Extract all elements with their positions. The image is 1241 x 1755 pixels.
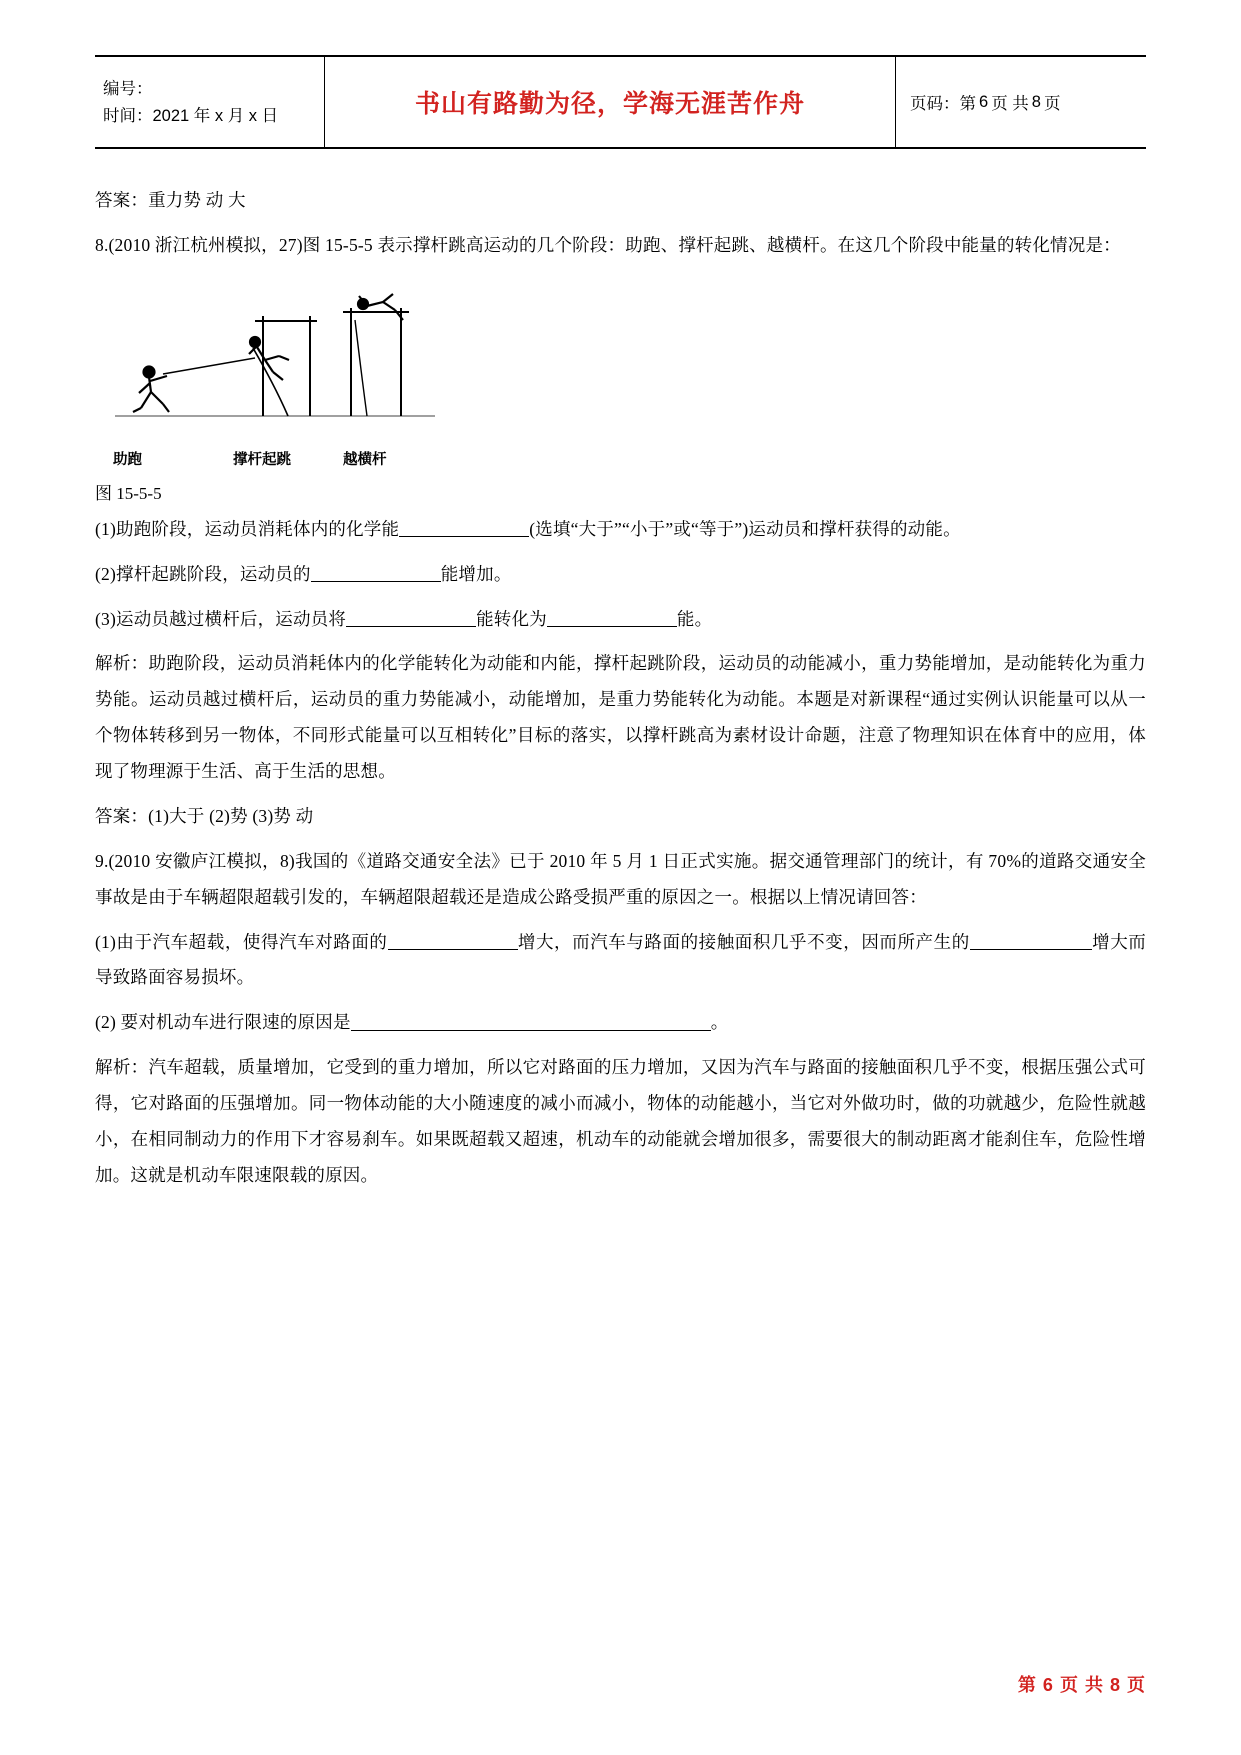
figure-pole-vault xyxy=(105,276,445,469)
q8-3-text-c: 能。 xyxy=(676,608,713,629)
q8-2-blank[interactable] xyxy=(311,564,441,583)
question-8-answer: 答案：(1)大于 (2)势 (3)势 动 xyxy=(95,805,314,826)
header-banner: 书山有路勤为径，学海无涯苦作舟 xyxy=(325,57,896,147)
question-8-item-1 xyxy=(95,512,1146,548)
question-9-item-2 xyxy=(95,1005,1146,1041)
q9-1-blank-1[interactable] xyxy=(388,932,518,951)
header-page-total: 8 xyxy=(1031,92,1041,111)
q9-2-blank[interactable] xyxy=(351,1012,711,1031)
footer-suffix: 页 xyxy=(1127,1675,1146,1695)
q8-3-blank-1[interactable] xyxy=(346,609,476,628)
header-page-current: 6 xyxy=(979,92,989,111)
q9-2-text-b: 。 xyxy=(710,1012,729,1033)
q9-1-text-c: 增大而导致路面容易损坏。 xyxy=(95,931,1146,988)
question-8-stem: 8.(2010 浙江杭州模拟，27)图 15-5-5 表示撑杆跳高运动的几个阶段：助跑、撑杆起跳、越横杆。在这几个阶段中能量的转化情况是： xyxy=(95,234,1121,255)
question-9-stem: 9.(2010 安徽庐江模拟，8)我国的《道路交通安全法》已于 2010 年 5 月 1 日正式实施。据交通管理部门的统计，有 70%的道路交通安全事故是由于车辆超限超载引发的，车辆超限超载还是造成公路受损严重的原因之一。根据以上情况请回答： xyxy=(95,850,1146,907)
question-9-item-1 xyxy=(95,925,1146,997)
figure-label-2: 越横杆 xyxy=(343,451,387,468)
footer-current: 6 xyxy=(1042,1675,1054,1695)
q9-1-text-b: 增大，而汽车与路面的接触面积几乎不变，因而所产生的 xyxy=(517,931,970,952)
q8-1-text-b: (选填“大于”“小于”或“等于”)运动员和撑杆获得的动能。 xyxy=(529,518,961,539)
footer-page-number xyxy=(1018,1671,1146,1697)
q8-1-text-a: (1)助跑阶段，运动员消耗体内的化学能 xyxy=(95,518,400,539)
answer-line-7: 答案：重力势 动 大 xyxy=(95,190,246,210)
footer-total: 8 xyxy=(1109,1675,1121,1695)
pole-line xyxy=(163,358,255,374)
q8-3-text-b: 能转化为 xyxy=(476,608,547,629)
header-page-suffix: 页 xyxy=(1043,95,1061,113)
figure-caption: 图 15-5-5 xyxy=(95,483,162,503)
q8-3-blank-2[interactable] xyxy=(547,609,677,628)
q8-2-text-b: 能增加。 xyxy=(440,563,512,584)
figure-label-1: 撑杆起跳 xyxy=(233,451,291,468)
q8-1-blank[interactable] xyxy=(399,519,529,538)
page-header xyxy=(95,55,1146,149)
pole-vault-illustration xyxy=(105,276,445,441)
header-number-label: 编号： xyxy=(103,79,153,98)
question-9-analysis: 解析：汽车超载，质量增加，它受到的重力增加，所以它对路面的压力增加，又因为汽车与路面的接触面积几乎不变，根据压强公式可得，它对路面的压强增加。同一物体动能的大小随速度的减小而减小，物体的动能越小，当它对外做功时，做的功就越少，危险性就越小，在相同制动力的作用下才容易刹车。如果既超载又超速，机动车的动能就会增加很多，需要很大的制动距离才能刹住车，危险性增加。这就是机动车限速限载的原因。 xyxy=(95,1057,1146,1185)
q9-1-text-a: (1)由于汽车超载，使得汽车对路面的 xyxy=(95,931,388,952)
question-8-analysis: 解析：助跑阶段，运动员消耗体内的化学能转化为动能和内能，撑杆起跳阶段，运动员的动能减小，重力势能增加，是动能转化为重力势能。运动员越过横杆后，运动员的重力势能减小，动能增加，是重力势能转化为动能。本题是对新课程“通过实例认识能量可以从一个物体转移到另一物体，不同形式能量可以互相转化”目标的落实，以撑杆跳高为素材设计命题，注意了物理知识在体育中的应用，体现了物理源于生活、高于生活的思想。 xyxy=(95,653,1146,781)
header-page-prefix: 第 xyxy=(959,95,976,113)
header-page-label: 页码： xyxy=(910,95,960,113)
header-page-mid: 页 共 xyxy=(991,95,1029,113)
q8-2-text-a: (2)撑杆起跳阶段，运动员的 xyxy=(95,563,311,584)
crossbar-group xyxy=(343,294,409,416)
q9-2-text-a: (2) 要对机动车进行限速的原因是 xyxy=(95,1012,351,1033)
q9-1-blank-2[interactable] xyxy=(970,932,1092,951)
header-left-cell xyxy=(95,57,325,147)
question-8-item-3 xyxy=(95,602,1146,638)
figure-stage-labels xyxy=(105,448,445,469)
header-page-indicator xyxy=(896,57,1146,147)
takeoff-group xyxy=(249,316,317,416)
footer-mid: 页 共 xyxy=(1059,1675,1104,1695)
question-8-item-2 xyxy=(95,557,1146,593)
q8-3-text-a: (3)运动员越过横杆后，运动员将 xyxy=(95,608,347,629)
footer-prefix: 第 xyxy=(1017,1675,1037,1695)
figure-label-0: 助跑 xyxy=(113,451,142,468)
header-time-label: 时间：2021 年 x 月 x 日 xyxy=(103,107,279,125)
